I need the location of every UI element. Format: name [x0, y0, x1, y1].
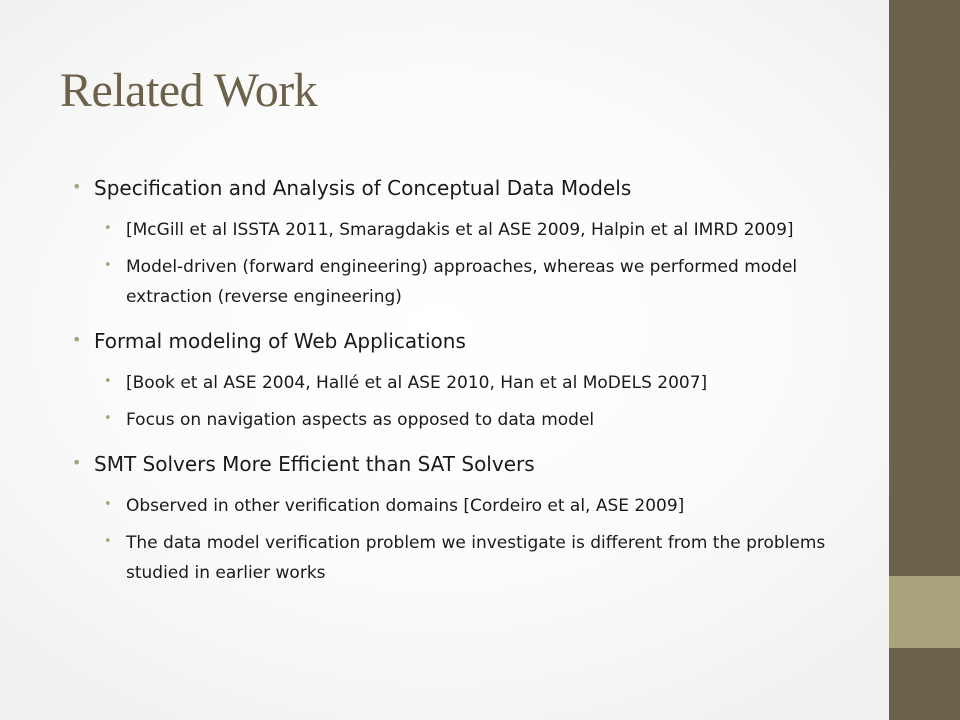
slide-title: Related Work: [60, 64, 318, 117]
bullet-text: Specification and Analysis of Conceptual Data Models: [94, 176, 632, 200]
bullet-item-level2: [72, 368, 862, 398]
bullet-item-level1: [72, 450, 862, 478]
bullet-item-level2: [72, 491, 862, 521]
decorative-sidebar-accent: [889, 576, 960, 648]
bullet-icon: •: [72, 177, 82, 196]
bullet-icon: •: [104, 221, 112, 236]
bullet-icon: •: [72, 330, 82, 349]
bullet-text: [Book et al ASE 2004, Hallé et al ASE 2010, Han et al MoDELS 2007]: [126, 373, 708, 393]
bullet-icon: •: [104, 497, 112, 512]
bullet-text: SMT Solvers More Efficient than SAT Solvers: [94, 452, 535, 476]
bullet-text: Formal modeling of Web Applications: [94, 329, 466, 353]
bullet-icon: •: [104, 534, 112, 549]
bullet-item-level1: [72, 174, 862, 202]
bullet-list: [72, 174, 862, 595]
bullet-item-level2: [72, 252, 862, 312]
bullet-icon: •: [72, 453, 82, 472]
bullet-item-level2: [72, 528, 862, 588]
bullet-text: Model-driven (forward engineering) approaches, whereas we performed model extraction (reverse engineering): [126, 257, 798, 307]
bullet-item-level1: [72, 327, 862, 355]
bullet-icon: •: [104, 258, 112, 273]
bullet-icon: •: [104, 411, 112, 426]
bullet-text: [McGill et al ISSTA 2011, Smaragdakis et al ASE 2009, Halpin et al IMRD 2009]: [126, 220, 794, 240]
bullet-text: Observed in other verification domains [Cordeiro et al, ASE 2009]: [126, 496, 685, 516]
bullet-icon: •: [104, 374, 112, 389]
bullet-item-level2: [72, 405, 862, 435]
bullet-text: Focus on navigation aspects as opposed to data model: [126, 410, 595, 430]
bullet-text: The data model verification problem we investigate is different from the problems studied in earlier works: [126, 533, 826, 583]
bullet-item-level2: [72, 215, 862, 245]
